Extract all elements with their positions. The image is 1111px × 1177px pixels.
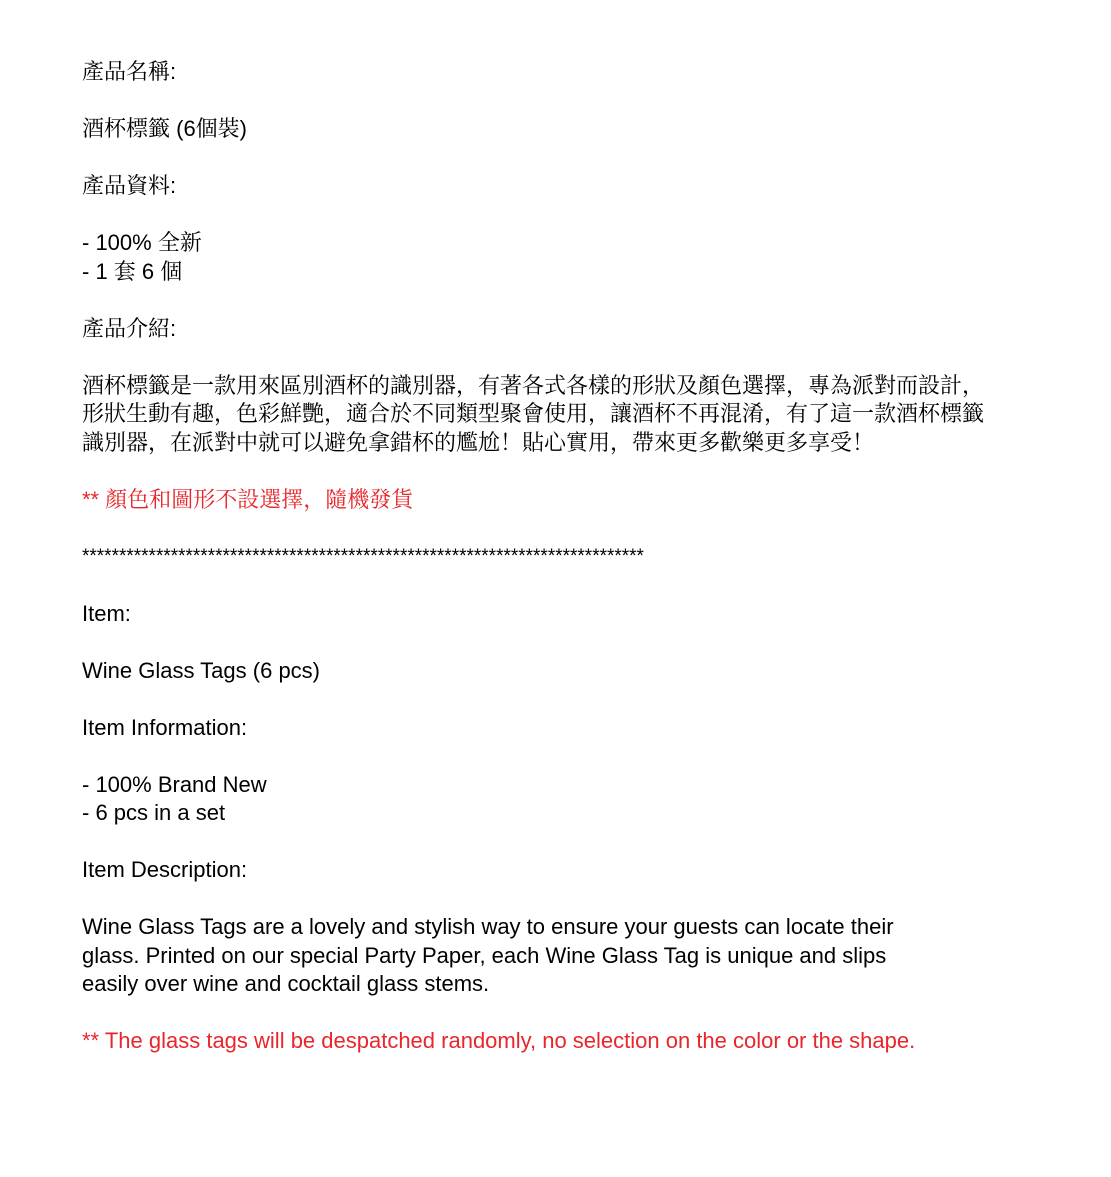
spacer	[82, 87, 1002, 116]
en-info-item: - 100% Brand New	[82, 771, 267, 797]
spacer	[82, 144, 1002, 173]
spacer	[82, 571, 1002, 600]
spacer	[82, 685, 1002, 714]
en-info-item: - 6 pcs in a set	[82, 800, 226, 825]
en-info-heading: Item Information:	[82, 714, 248, 740]
zh-item-name: 酒杯標籤 (6個裝)	[82, 116, 248, 141]
spacer	[82, 742, 1002, 771]
spacer	[82, 828, 1002, 857]
en-description-line: easily over wine and cocktail glass stems.	[82, 971, 490, 996]
zh-info-item: - 1 套 6 個	[82, 258, 183, 284]
section-divider: ****************************************************************************	[82, 545, 644, 567]
zh-item-heading: 產品名稱:	[82, 59, 177, 84]
en-description-line: glass. Printed on our special Party Paper, each Wine Glass Tag is unique and slips	[82, 942, 887, 968]
spacer	[82, 457, 1002, 486]
en-item-name: Wine Glass Tags (6 pcs)	[82, 657, 321, 683]
spacer	[82, 286, 1002, 315]
spacer	[82, 514, 1002, 543]
en-note: ** The glass tags will be despatched randomly, no selection on the color or the shape.	[82, 1028, 916, 1053]
spacer	[82, 628, 1002, 657]
zh-info-item: - 100% 全新	[82, 230, 202, 255]
zh-desc-heading: 產品介紹:	[82, 315, 177, 341]
zh-note: ** 顏色和圖形不設選擇，隨機發貨	[82, 486, 414, 512]
spacer	[82, 999, 1002, 1028]
spacer	[82, 885, 1002, 914]
en-desc-heading: Item Description:	[82, 857, 248, 882]
en-item-heading: Item:	[82, 600, 131, 626]
spacer	[82, 343, 1002, 372]
spacer	[82, 201, 1002, 230]
zh-info-heading: 產品資料:	[82, 173, 177, 198]
product-description	[82, 58, 1002, 1056]
en-description-line: Wine Glass Tags are a lovely and stylish way to ensure your guests can locate their	[82, 914, 894, 939]
zh-description: 酒杯標籤是一款用來區別酒杯的識別器，有著各式各樣的形狀及顏色選擇，專為派對而設計，形狀生動有趣，色彩鮮艷，適合於不同類型聚會使用，讓酒杯不再混淆，有了這一款酒杯標籤識別器，在派對中就可以避免拿錯杯的尷尬！貼心實用，帶來更多歡樂更多享受！	[82, 372, 985, 455]
